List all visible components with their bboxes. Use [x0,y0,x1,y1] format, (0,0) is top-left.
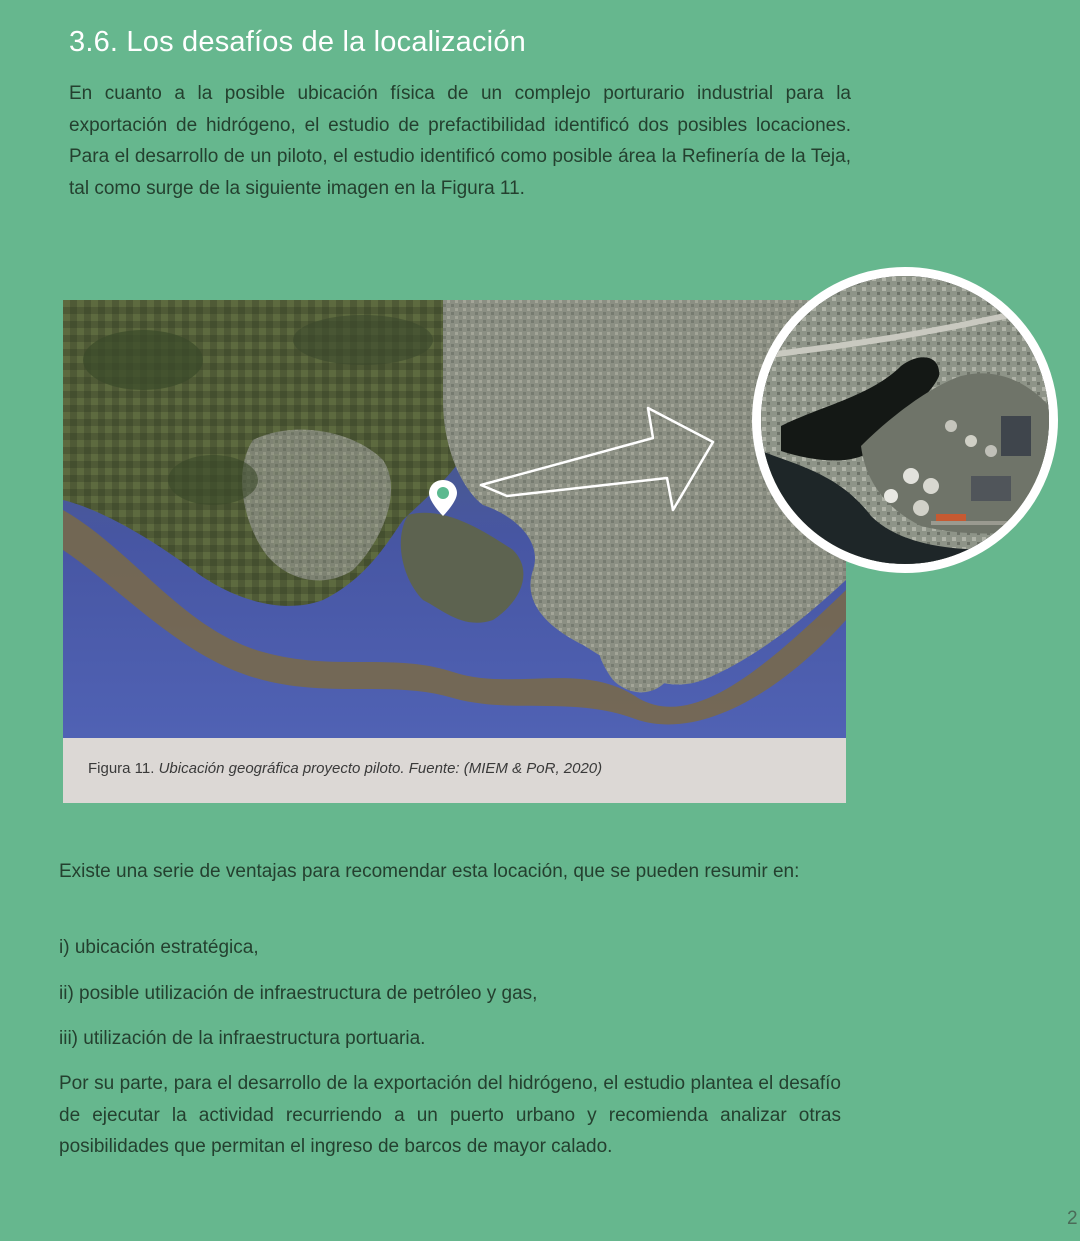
caption-text: Ubicación geográfica proyecto piloto. Fuente: (MIEM & PoR, 2020) [158,760,603,777]
figure-caption [88,760,602,777]
page-number: 2 [1067,1208,1078,1229]
figure-11 [63,300,846,803]
advantage-item-2: ii) posible utilización de infraestructura de petróleo y gas, [59,983,538,1004]
figure-caption-box [63,738,846,803]
satellite-map [63,300,846,738]
advantages-intro: Existe una serie de ventajas para recomendar esta locación, que se pueden resumir en: [59,861,800,882]
caption-label: Figura 11. [88,760,159,777]
advantage-item-1: i) ubicación estratégica, [59,937,259,958]
refinery-inset-circle [752,267,1058,573]
closing-paragraph: Por su parte, para el desarrollo de la exportación del hidrógeno, el estudio plantea el desafío de ejecutar la actividad recurriendo a un puerto urbano y recomienda analizar otras posibilidades que permitan el ingreso de barcos de mayor calado. [59,1073,841,1157]
page-title: 3.6. Los desafíos de la localización [69,26,526,58]
intro-paragraph: En cuanto a la posible ubicación física de un complejo porturario industrial para la exportación de hidrógeno, el estudio de prefactibilidad identificó dos posibles locaciones. Para el desarrollo de un piloto, el estudio identificó como posible área la Refinería de la Teja, tal como surge de la siguiente imagen en la Figura 11. [69,83,851,199]
advantage-item-3: iii) utilización de la infraestructura portuaria. [59,1028,426,1049]
